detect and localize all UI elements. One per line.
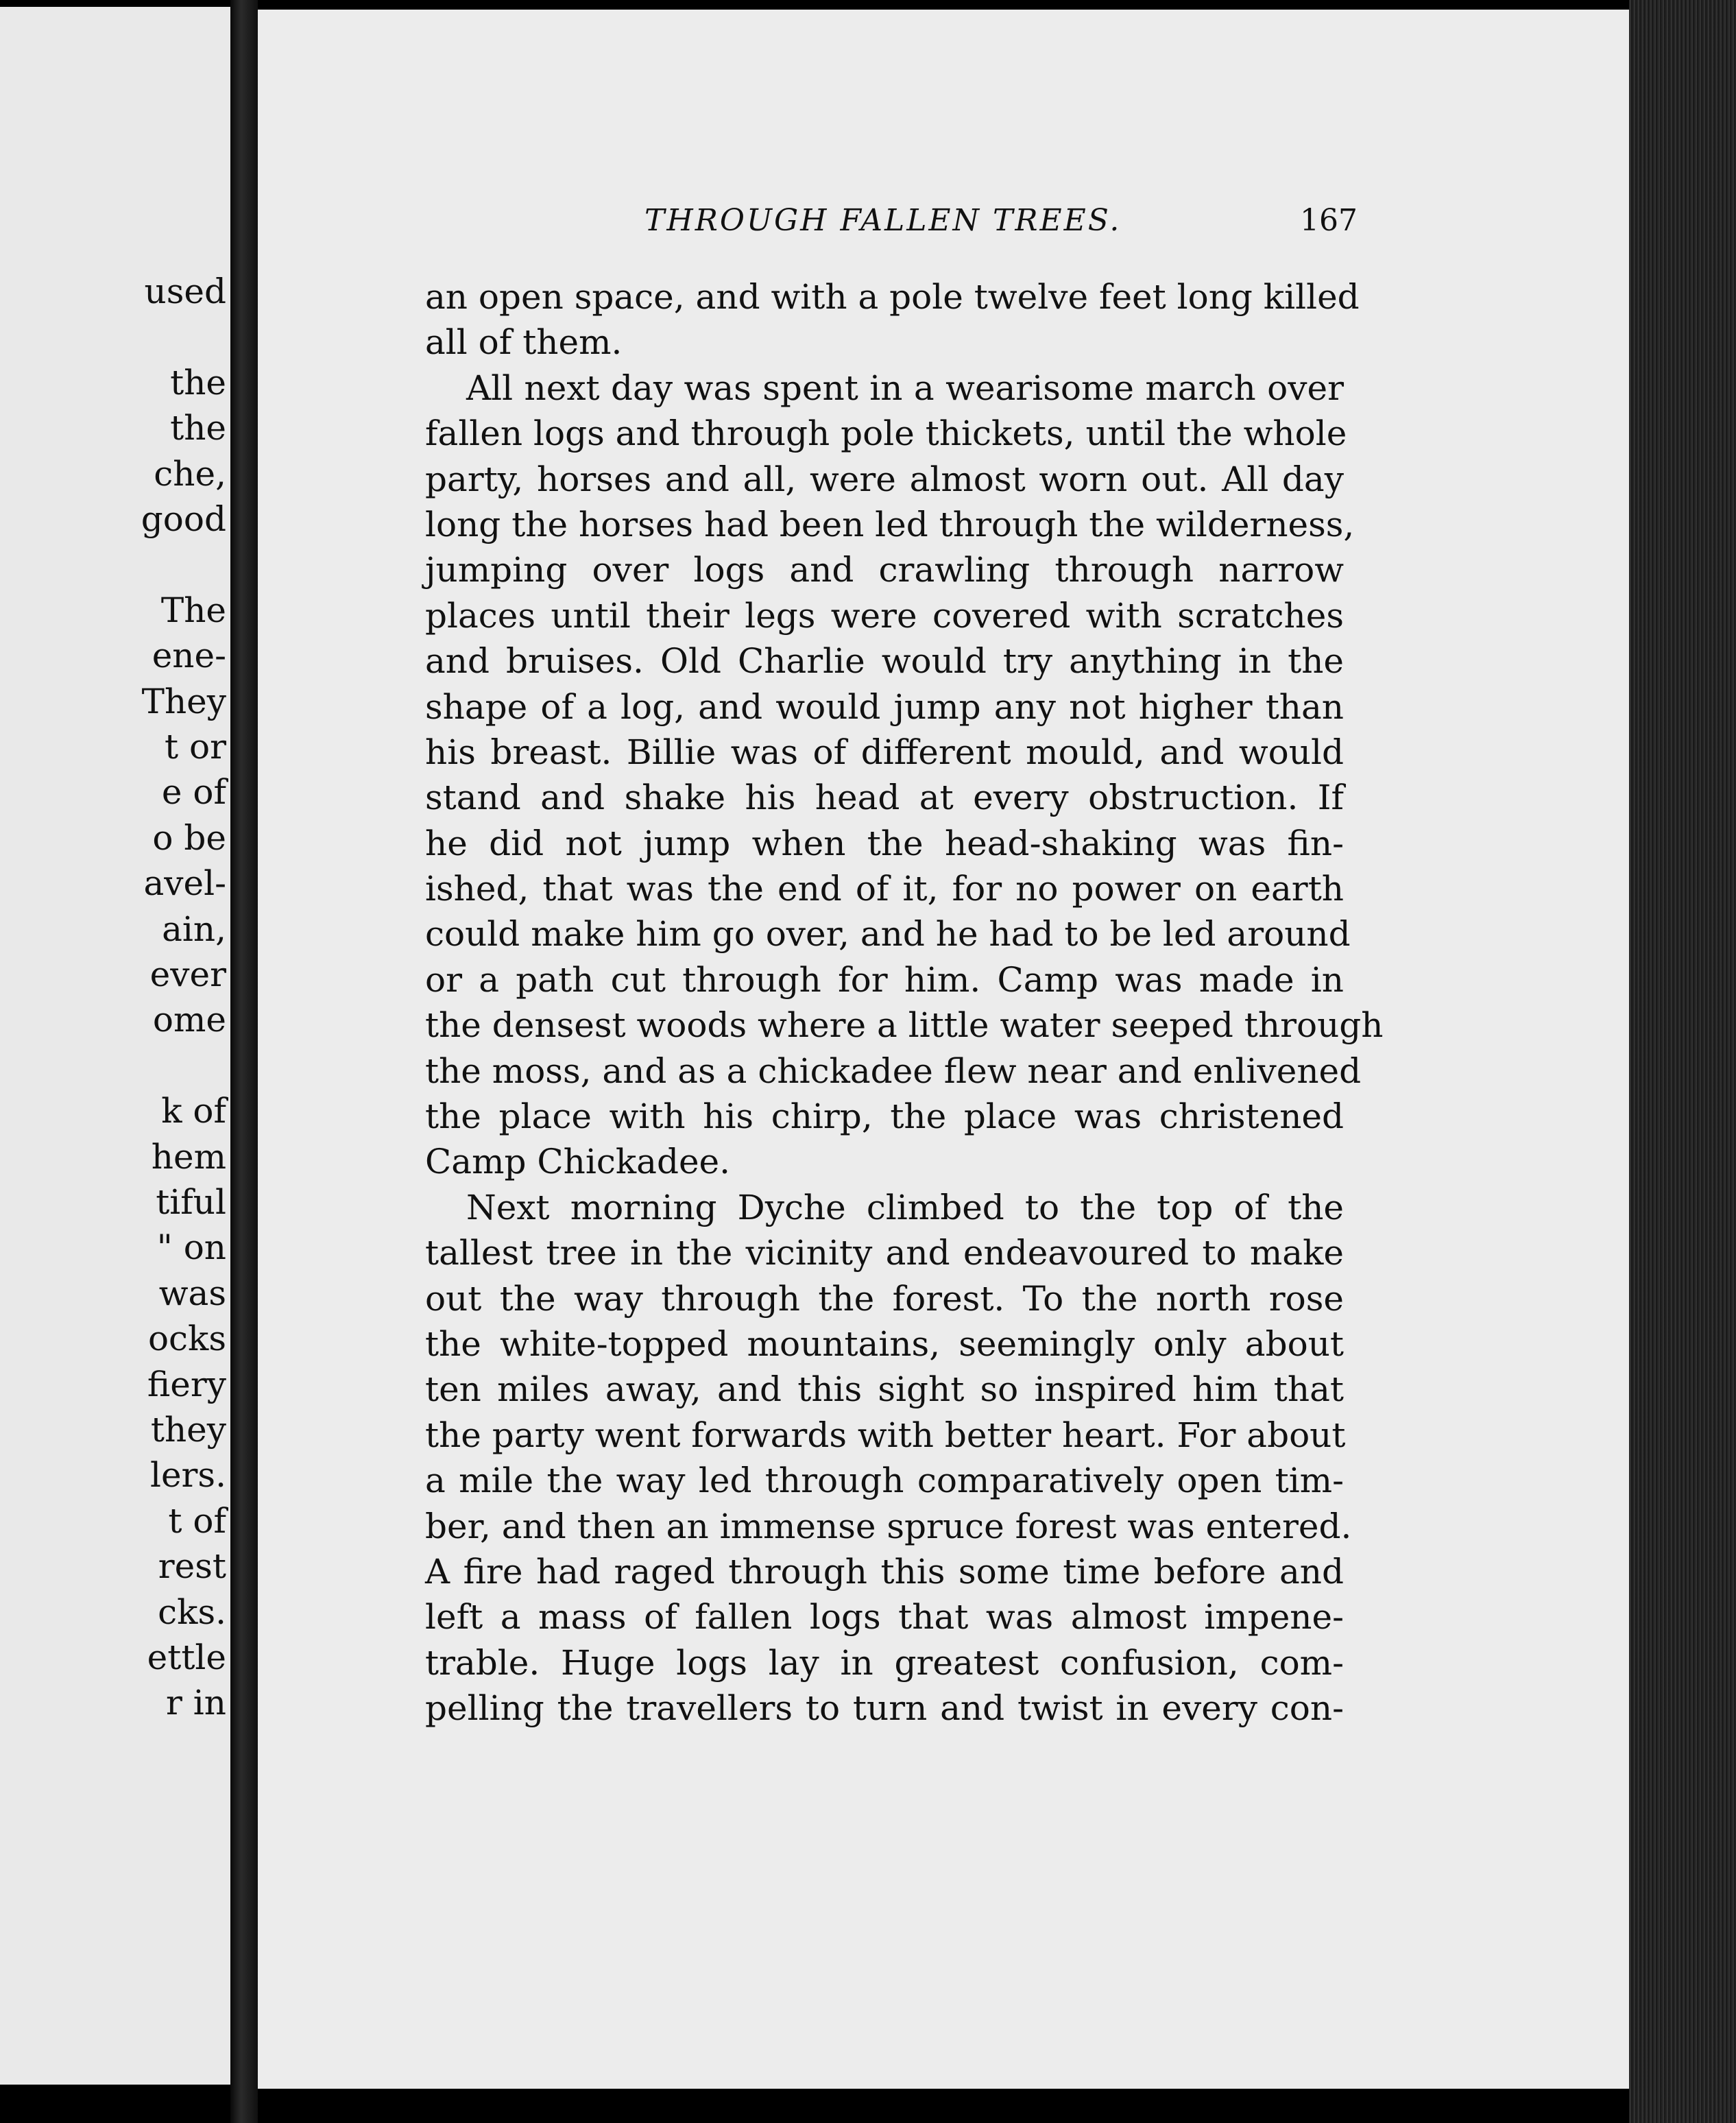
text-line: the party went forwards with better heart. For about [425, 1415, 1346, 1455]
left-page-fragment: They [141, 681, 226, 721]
page-number: 167 [1300, 203, 1358, 238]
left-page-fragment: was [158, 1273, 226, 1313]
left-page-fragment: tiful [156, 1182, 226, 1222]
left-page-fragment: ever [149, 955, 226, 994]
text-line: all of them. [425, 322, 623, 363]
text-line: ished, that was the end of it, for no power on earth [425, 869, 1344, 909]
text-line: Next morning Dyche climbed to the top of the [466, 1187, 1344, 1227]
left-page-fragment: avel- [143, 863, 226, 904]
text-line: fallen logs and through pole thickets, until the whole [425, 413, 1347, 454]
text-line: long the horses had been led through the wilderness, [425, 504, 1355, 544]
left-page-fragment: " on [156, 1227, 226, 1268]
text-line: the place with his chirp, the place was christened [425, 1096, 1344, 1137]
left-page-fragment: e of [161, 772, 226, 813]
left-page-fragment: they [150, 1410, 226, 1450]
text-line: A fire had raged through this some time before and [425, 1551, 1344, 1592]
page-edges [1629, 0, 1736, 2123]
left-page-fragment: good [141, 499, 226, 539]
text-line: an open space, and with a pole twelve feet long killed [425, 277, 1360, 317]
text-line: or a path cut through for him. Camp was made in [425, 959, 1344, 1000]
text-line: ten miles away, and this sight so inspired him that [425, 1369, 1344, 1410]
text-line: jumping over logs and crawling through narrow [425, 550, 1344, 590]
left-page-fragment: the [170, 408, 226, 448]
text-line: out the way through the forest. To the north rose [425, 1278, 1344, 1319]
left-page-fragment: The [160, 590, 226, 630]
left-facing-page [0, 7, 230, 2085]
text-line: tallest tree in the vicinity and endeavoured to make [425, 1233, 1344, 1273]
text-line: he did not jump when the head-shaking was fin- [425, 823, 1344, 863]
left-page-fragment: t of [168, 1500, 226, 1541]
text-line: places until their legs were covered with scratches [425, 595, 1344, 636]
left-page-fragment: r in [166, 1683, 226, 1723]
text-line: the densest woods where a little water seeped through [425, 1005, 1384, 1046]
text-line: shape of a log, and would jump any not higher than [425, 686, 1344, 727]
text-line: ber, and then an immense spruce forest was entered. [425, 1506, 1352, 1546]
left-page-fragment: hem [151, 1136, 226, 1177]
left-page-fragment: che, [154, 453, 226, 494]
text-line: stand and shake his head at every obstruction. If [425, 778, 1344, 818]
left-page-fragment: ocks [147, 1319, 226, 1359]
left-page-fragment: o be [152, 817, 226, 858]
text-line: Camp Chickadee. [425, 1142, 731, 1182]
left-page-fragment: t or [165, 727, 226, 767]
left-page-fragment: lers. [149, 1455, 226, 1496]
left-page-fragment: fiery [147, 1364, 226, 1404]
text-line: and bruises. Old Charlie would try anything in the [425, 641, 1344, 682]
text-line: party, horses and all, were almost worn out. All day [425, 459, 1344, 499]
text-line: the moss, and as a chickadee flew near and enlivened [425, 1051, 1362, 1091]
left-page-fragment: ain, [162, 909, 226, 949]
body-text [425, 274, 1384, 1731]
text-line: trable. Huge logs lay in greatest confusion, com- [425, 1642, 1344, 1683]
running-title: THROUGH FALLEN TREES. [644, 203, 1122, 238]
left-page-fragment: ene- [152, 636, 226, 676]
text-line: left a mass of fallen logs that was almost impene- [425, 1597, 1344, 1638]
text-line: the white-topped mountains, seemingly only about [425, 1323, 1344, 1364]
text-line: All next day was spent in a wearisome march over [466, 368, 1344, 408]
left-page-fragment: the [170, 362, 226, 403]
left-page-fragment: ome [152, 1000, 226, 1040]
left-page-fragment: ettle [147, 1638, 226, 1677]
left-page-fragment: k of [161, 1091, 226, 1131]
text-line: a mile the way led through comparatively open tim- [425, 1461, 1344, 1501]
left-page-fragment: cks. [158, 1592, 226, 1632]
text-line: pelling the travellers to turn and twist in every con- [425, 1688, 1344, 1729]
left-page-fragment: rest [158, 1546, 226, 1587]
text-line: his breast. Billie was of different mould, and would [425, 732, 1344, 772]
text-line: could make him go over, and he had to be led around [425, 914, 1351, 955]
book-gutter [230, 0, 258, 2123]
left-page-fragment: used [144, 272, 226, 311]
